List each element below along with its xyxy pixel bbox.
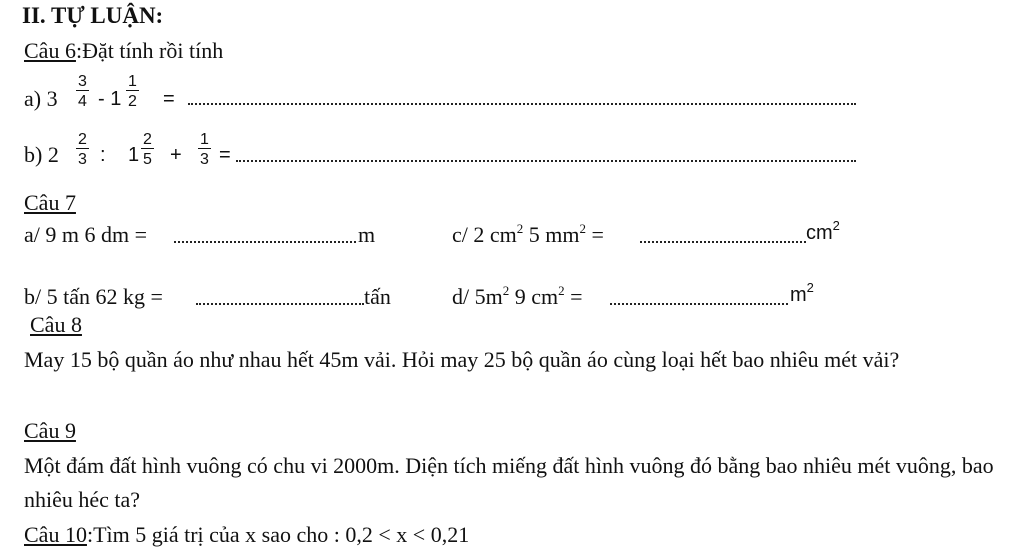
question-10-label: Câu 10 (24, 522, 87, 547)
q6b-fraction-1 (76, 132, 89, 168)
q6a-f2-denominator: 2 (128, 93, 137, 110)
q6b-f3-numerator: 1 (200, 131, 209, 148)
q6b-fraction-3 (198, 132, 211, 168)
q7d-unit (790, 280, 814, 307)
q7d-unit-exp: 2 (806, 280, 814, 295)
q6b-f1-denominator: 3 (78, 151, 87, 168)
q6b-f2-denominator: 5 (143, 151, 152, 168)
q6b-plus: + (170, 144, 182, 166)
q6a-f1-denominator: 4 (78, 93, 87, 110)
q7c-unit (806, 218, 840, 245)
question-9-label: Câu 9 (24, 418, 76, 443)
q7d-answer-line (610, 303, 788, 305)
q6a-answer-line (188, 103, 856, 105)
q7d-pre: d/ 5m (452, 284, 503, 309)
question-7-label: Câu 7 (24, 190, 76, 215)
q7a-answer-line (174, 241, 356, 243)
q7b-answer-line (196, 303, 364, 305)
q7d-exp-2: 2 (558, 283, 565, 298)
q6b-f1-numerator: 2 (78, 131, 87, 148)
q6a-equals: = (163, 88, 175, 110)
q7c-answer-line (640, 241, 806, 243)
q6a-f1-numerator: 3 (78, 73, 87, 90)
q7c-mid: 5 mm (523, 222, 580, 247)
q7d-mid: 9 cm (509, 284, 559, 309)
q6b-f3-denominator: 3 (200, 151, 209, 168)
question-6-heading (24, 38, 223, 64)
question-8-label: Câu 8 (30, 312, 82, 337)
q6b-whole-one: 1 (128, 144, 140, 166)
q7b-text: b/ 5 tấn 62 kg = (24, 284, 163, 309)
q7a-unit: m (358, 222, 376, 247)
question-10 (24, 522, 469, 548)
q6a-prefix: a) 3 (24, 86, 58, 111)
question-6-instruction: :Đặt tính rồi tính (75, 38, 224, 63)
q6b-f2-numerator: 2 (143, 131, 152, 148)
q7c-expression (452, 222, 604, 248)
q7c-eq: = (586, 222, 604, 247)
q7a-text: a/ 9 m 6 dm = (24, 222, 148, 247)
q6b-divide: : (100, 144, 106, 166)
q6b-fraction-2 (141, 132, 154, 168)
q7d-unit-text: m (790, 284, 807, 306)
q6a-f2-numerator: 1 (128, 73, 137, 90)
q7b-unit: tấn (364, 284, 391, 309)
q7c-unit-text: cm (806, 222, 833, 244)
q7c-unit-exp: 2 (832, 218, 840, 233)
q7c-exp-2: 2 (579, 221, 586, 236)
q7d-expression (452, 284, 583, 310)
q7d-eq: = (564, 284, 583, 309)
q7c-exp-1: 2 (516, 221, 524, 236)
q6a-fraction-1 (76, 74, 89, 110)
section-title: II. TỰ LUẬN: (22, 3, 164, 28)
q6b-prefix: b) 2 (24, 142, 59, 167)
question-9-text: Một đám đất hình vuông có chu vi 2000m. Diện tích miếng đất hình vuông đó bằng bao nhiêu mét vuông, bao nhiêu héc ta? (24, 453, 994, 512)
q6b-equals: = (219, 144, 231, 166)
q7d-exp-1: 2 (502, 283, 510, 298)
q7c-pre: c/ 2 cm (452, 222, 517, 247)
question-8-text: May 15 bộ quần áo như nhau hết 45m vải. Hỏi may 25 bộ quần áo cùng loại hết bao nhiêu mét vải? (24, 347, 900, 372)
q6a-fraction-2 (126, 74, 139, 110)
q6a-minus-one: - 1 (98, 88, 122, 110)
q6b-answer-line (236, 160, 856, 162)
question-6-label: Câu 6 (24, 38, 76, 63)
question-10-text: :Tìm 5 giá trị của x sao cho : 0,2 < x < 0,21 (86, 522, 470, 547)
